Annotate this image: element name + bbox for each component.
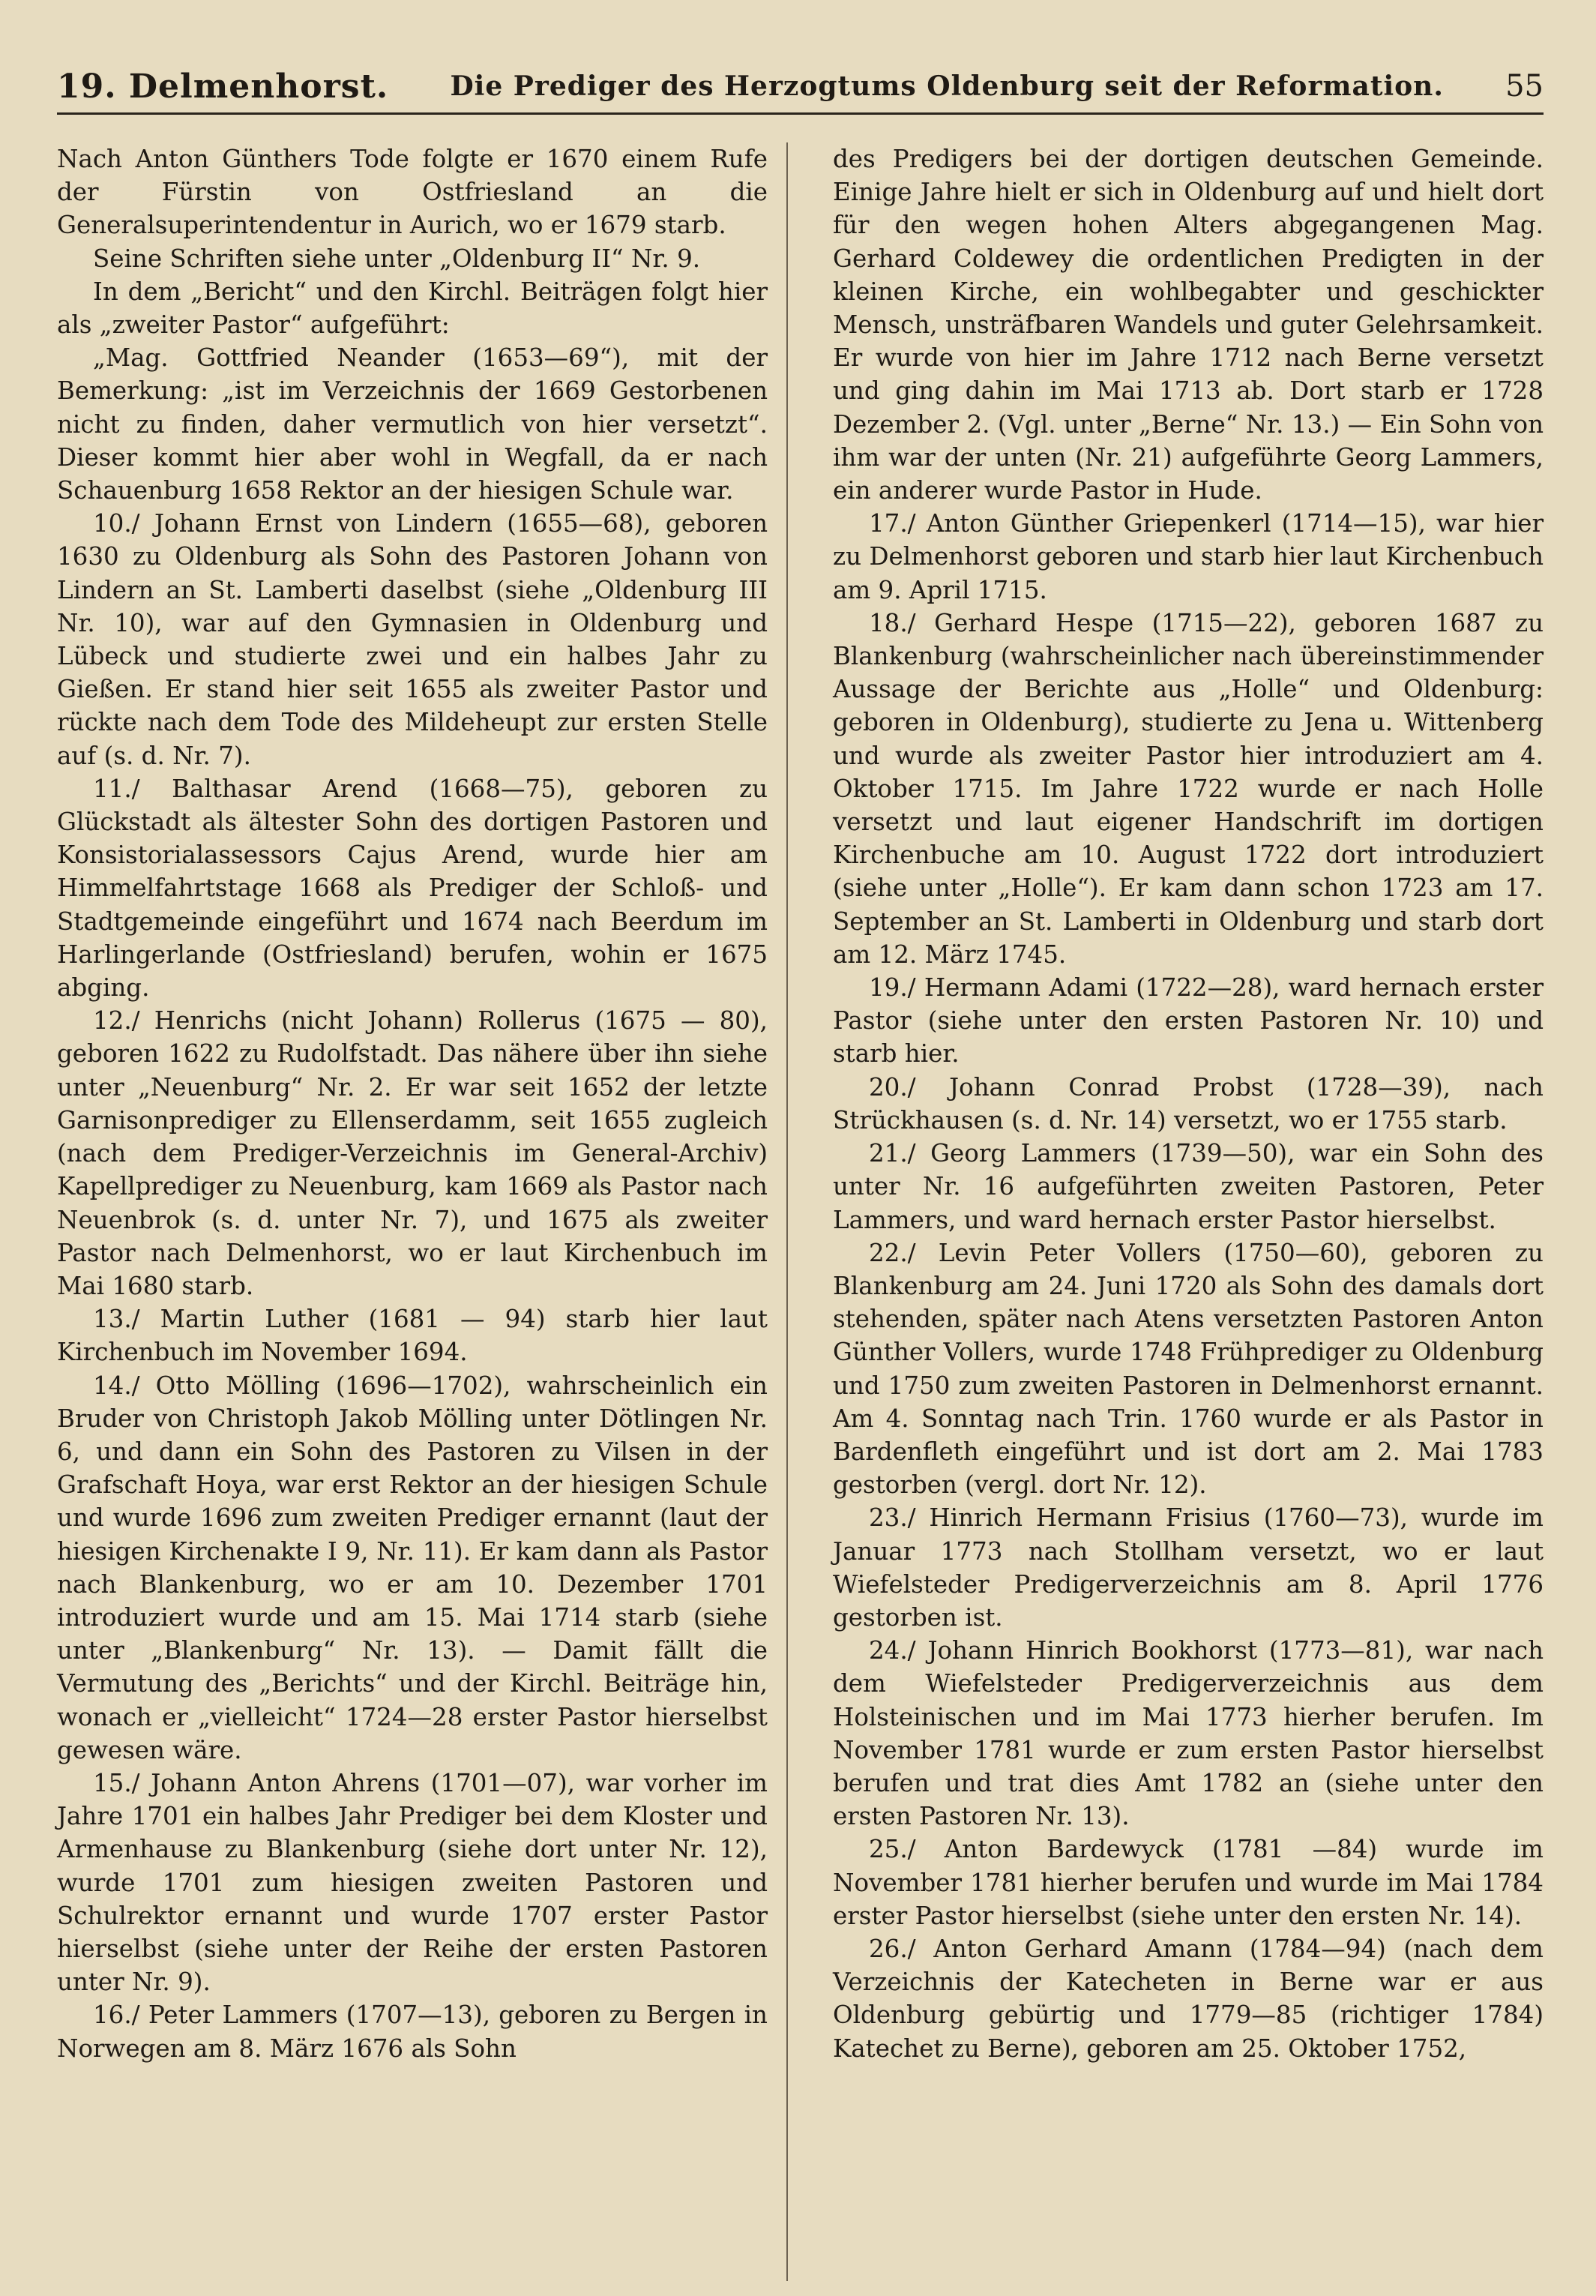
paragraph: 15./ Johann Anton Ahrens (1701—07), war vorher im Jahre 1701 ein halbes Jahr Prediger bei dem Kloster und Armenhause zu Blankenburg (siehe dort unter Nr. 12), wurde 1701 zum hiesigen zweiten Pastoren und Schulrektor ernannt und wurde 1707 erster Pastor hierselbst (siehe unter der Reihe der ersten Pastoren unter Nr. 9). — [57, 1768, 768, 1997]
paragraph: Seine Schriften siehe unter „Oldenburg II“ Nr. 9. — [93, 244, 701, 273]
paragraph: 21./ Georg Lammers (1739—50), war ein Sohn des unter Nr. 16 aufgeführten zweiten Pastoren, Peter Lammers, und ward hernach erster Pastor hierselbst. — [833, 1139, 1544, 1234]
paragraph: In dem „Bericht“ und den Kirchl. Beiträgen folgt hier als „zweiter Pastor“ aufgeführt: — [57, 277, 768, 340]
section-title: 19. Delmenhorst. — [57, 67, 389, 106]
paragraph: 16./ Peter Lammers (1707—13), geboren zu Bergen in Norwegen am 8. März 1676 als Sohn — [57, 2001, 768, 2063]
paragraph: 10./ Johann Ernst von Lindern (1655—68), geboren 1630 zu Oldenburg als Sohn des Pastoren Johann von Lindern an St. Lamberti daselbst (siehe „Oldenburg III Nr. 10), war auf den Gymnasien in Oldenburg und Lübeck und studierte zwei und ein halbes Jahr zu Gießen. Er stand hier seit 1655 als zweiter Pastor und rückte nach dem Tode des Mildeheupt zur ersten Stelle auf (s. d. Nr. 7). — [57, 509, 768, 770]
paragraph: Nach Anton Günthers Tode folgte er 1670 einem Rufe der Fürstin von Ostfriesland an die Generalsuperintendentur in Aurich, wo er 1679 starb. — [57, 145, 768, 240]
paragraph: 24./ Johann Hinrich Bookhorst (1773—81), war nach dem Wiefelsteder Predigerverzeichnis aus dem Holsteinischen und im Mai 1773 hierher berufen. Im November 1781 wurde er zum ersten Pastor hierselbst berufen und trat dies Amt 1782 an (siehe unter den ersten Pastoren Nr. 13). — [833, 1636, 1544, 1831]
right-column — [833, 142, 1544, 2281]
paragraph: 19./ Hermann Adami (1722—28), ward hernach erster Pastor (siehe unter den ersten Pastoren Nr. 10) und starb hier. — [833, 973, 1544, 1069]
paragraph: 18./ Gerhard Hespe (1715—22), geboren 1687 zu Blankenburg (wahrscheinlicher nach übereinstimmender Aussage der Berichte aus „Holle“ und Oldenburg: geboren in Oldenburg), studierte zu Jena u. Wittenberg und wurde als zweiter Pastor hier introduziert am 4. Oktober 1715. Im Jahre 1722 wurde er nach Holle versetzt und laut eigener Handschrift im dortigen Kirchenbuche am 10. August 1722 dort introduziert (siehe unter „Holle“). Er kam dann schon 1723 am 17. September an St. Lamberti in Oldenburg und starb dort am 12. März 1745. — [833, 608, 1544, 969]
paragraph: 26./ Anton Gerhard Amann (1784—94) (nach dem Verzeichnis der Katecheten in Berne war er aus Oldenburg gebürtig und 1779—85 (richtiger 1784) Katechet zu Berne), geboren am 25. Oktober 1752, — [833, 1934, 1544, 2063]
paragraph: 20./ Johann Conrad Probst (1728—39), nach Strückhausen (s. d. Nr. 14) versetzt, wo er 1755 starb. — [833, 1072, 1544, 1135]
paragraph: 14./ Otto Mölling (1696—1702), wahrscheinlich ein Bruder von Christoph Jakob Mölling unter Dötlingen Nr. 6, und dann ein Sohn des Pastoren zu Vilsen in der Grafschaft Hoya, war erst Rektor an der hiesigen Schule und wurde 1696 zum zweiten Prediger ernannt (laut der hiesigen Kirchenakte I 9, Nr. 11). Er kam dann als Pastor nach Blankenburg, wo er am 10. Dezember 1701 introduziert wurde und am 15. Mai 1714 starb (siehe unter „Blankenburg“ Nr. 13). — Damit fällt die Vermutung des „Berichts“ und der Kirchl. Beiträge hin, wonach er „vielleicht“ 1724—28 erster Pastor hierselbst gewesen wäre. — [57, 1371, 768, 1764]
paragraph: 23./ Hinrich Hermann Frisius (1760—73), wurde im Januar 1773 nach Stollham versetzt, wo er laut Wiefelsteder Predigerverzeichnis am 8. April 1776 gestorben ist. — [833, 1503, 1544, 1632]
text-columns — [57, 142, 1544, 2281]
running-title: Die Prediger des Herzogtums Oldenburg seit der Reformation. — [450, 70, 1444, 102]
paragraph: 22./ Levin Peter Vollers (1750—60), geboren zu Blankenburg am 24. Juni 1720 als Sohn des damals dort stehenden, später nach Atens versetzten Pastoren Anton Günther Vollers, wurde 1748 Frühprediger zu Oldenburg und 1750 zum zweiten Pastoren in Delmenhorst ernannt. Am 4. Sonntag nach Trin. 1760 wurde er als Pastor in Bardenfleth eingeführt und ist dort am 2. Mai 1783 gestorben (vergl. dort Nr. 12). — [833, 1238, 1544, 1500]
paragraph: des Predigers bei der dortigen deutschen Gemeinde. Einige Jahre hielt er sich in Oldenburg auf und hielt dort für den wegen hohen Alters abgegangenen Mag. Gerhard Coldewey die ordentlichen Predigten in der kleinen Kirche, ein wohlbegabter und geschickter Mensch, unsträfbaren Wandels und guter Gelehrsamkeit. Er wurde von hier im Jahre 1712 nach Berne versetzt und ging dahin im Mai 1713 ab. Dort starb er 1728 Dezember 2. (Vgl. unter „Berne“ Nr. 13.) — Ein Sohn von ihm war der unten (Nr. 21) aufgeführte Georg Lammers, ein anderer wurde Pastor in Hude. — [833, 145, 1544, 505]
paragraph: „Mag. Gottfried Neander (1653—69“), mit der Bemerkung: „ist im Verzeichnis der 1669 Gestorbenen nicht zu finden, daher vermutlich von hier versetzt“. Dieser kommt hier aber wohl in Wegfall, da er nach Schauenburg 1658 Rektor an der hiesigen Schule war. — [57, 343, 768, 505]
paragraph: 11./ Balthasar Arend (1668—75), geboren zu Glückstadt als ältester Sohn des dortigen Pastoren und Konsistorialassessors Cajus Arend, wurde hier am Himmelfahrtstage 1668 als Prediger der Schloß- und Stadtgemeinde eingeführt und 1674 nach Beerdum im Harlingerlande (Ostfriesland) berufen, wohin er 1675 abging. — [57, 774, 768, 1003]
paragraph: 17./ Anton Günther Griepenkerl (1714—15), war hier zu Delmenhorst geboren und starb hier laut Kirchenbuch am 9. April 1715. — [833, 509, 1544, 604]
page-number: 55 — [1505, 69, 1544, 103]
paragraph: 13./ Martin Luther (1681 — 94) starb hier laut Kirchenbuch im November 1694. — [57, 1305, 768, 1367]
page-header — [57, 60, 1544, 115]
paragraph: 25./ Anton Bardewyck (1781 —84) wurde im November 1781 hierher berufen und wurde im Mai 1784 erster Pastor hierselbst (siehe unter den ersten Nr. 14). — [833, 1835, 1544, 1930]
paragraph: 12./ Henrichs (nicht Johann) Rollerus (1675 — 80), geboren 1622 zu Rudolfstadt. Das nähere über ihn siehe unter „Neuenburg“ Nr. 2. Er war seit 1652 der letzte Garnisonprediger zu Ellenserdamm, seit 1655 zugleich (nach dem Prediger-Verzeichnis im General-Archiv) Kapellprediger zu Neuenburg, kam 1669 als Pastor nach Neuenbrok (s. d. unter Nr. 7), und 1675 als zweiter Pastor nach Delmenhorst, wo er laut Kirchenbuch im Mai 1680 starb. — [57, 1006, 768, 1300]
left-column — [57, 142, 768, 2281]
